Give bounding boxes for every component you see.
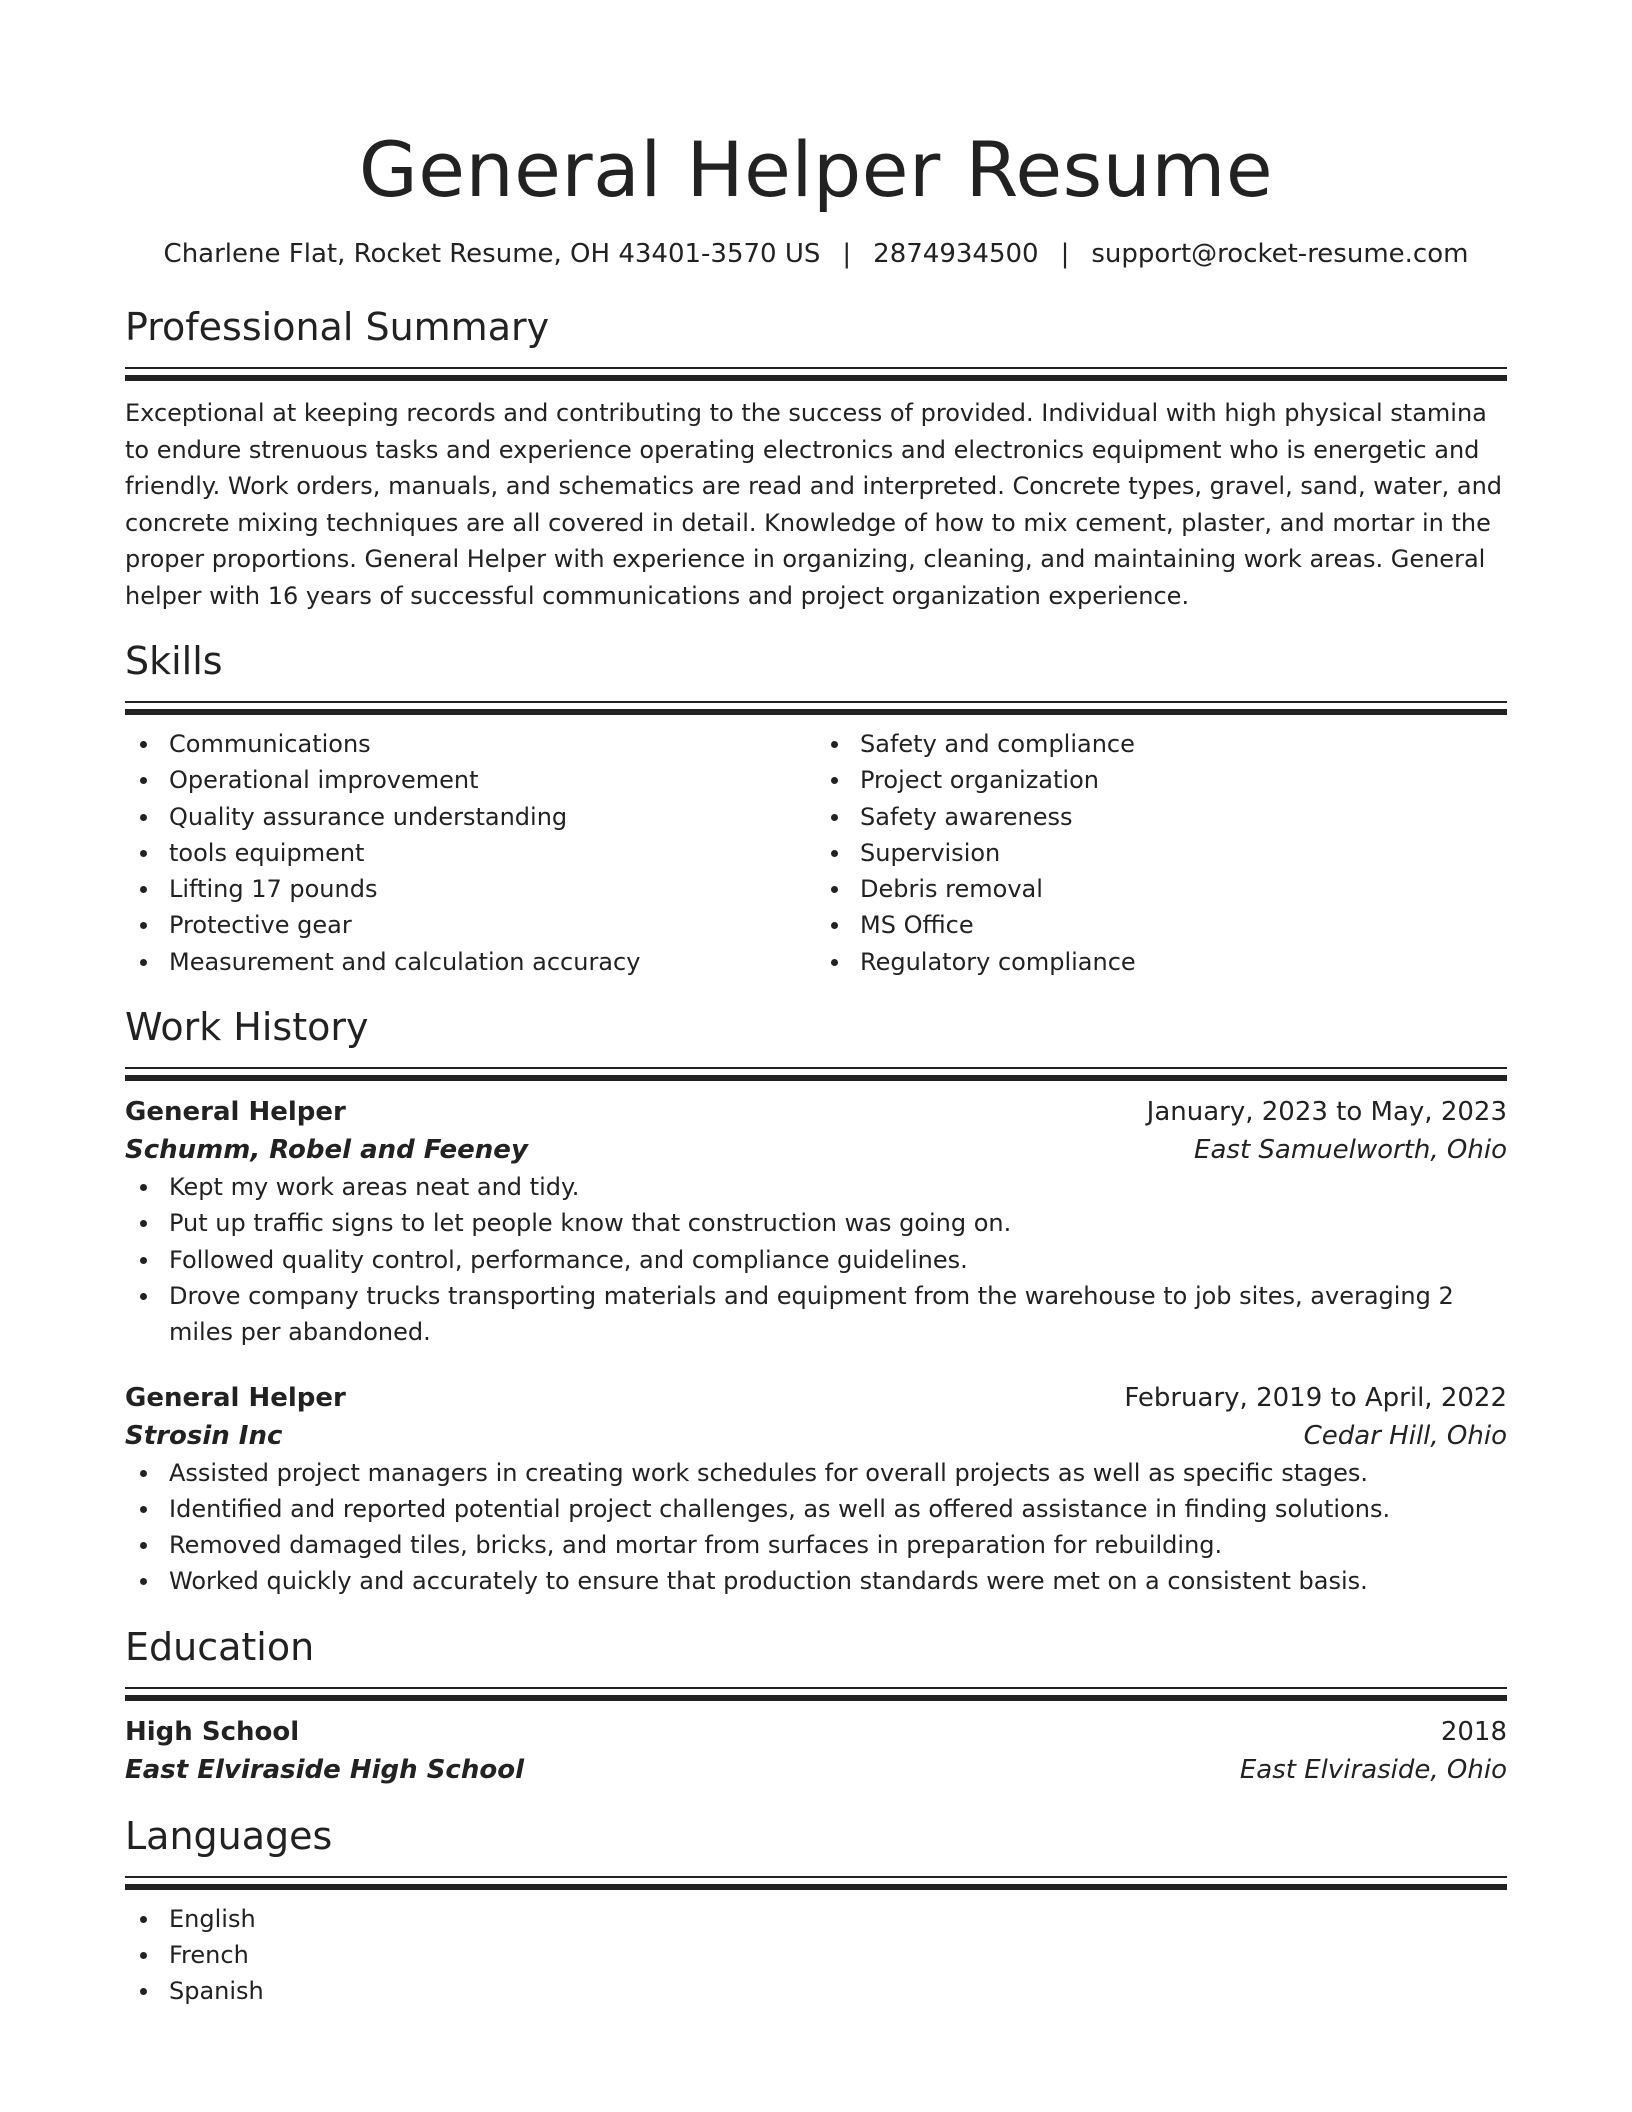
skill-item: Debris removal [816, 871, 1507, 907]
skill-item: Quality assurance understanding [125, 799, 816, 835]
education-entry [125, 1713, 1507, 1789]
job-duty: Put up traffic signs to let people know that construction was going on. [125, 1205, 1507, 1241]
resume-title: General Helper Resume [358, 125, 1274, 214]
skill-item: Safety awareness [816, 799, 1507, 835]
skill-item: Regulatory compliance [816, 944, 1507, 980]
job-location: East Samuelworth, Ohio [1194, 1135, 1507, 1166]
job-location: Cedar Hill, Ohio [1303, 1420, 1507, 1451]
job-dates: February, 2019 to April, 2022 [1124, 1382, 1507, 1413]
language-item: French [125, 1937, 1507, 1973]
job-subheader-row [125, 1131, 1507, 1169]
contact-phone: 2874934500 [873, 239, 1039, 269]
section-divider [125, 1876, 1507, 1884]
summary-section [125, 302, 1507, 614]
job-duty: Assisted project managers in creating work schedules for overall projects as well as specific stages. [125, 1455, 1507, 1491]
skill-item: Communications [125, 726, 816, 762]
job-duties [125, 1455, 1507, 1600]
skills-grid [125, 726, 1507, 980]
section-heading-skills: Skills [125, 639, 223, 683]
languages-section [125, 1811, 1507, 2010]
job-header-row [125, 1379, 1507, 1417]
skills-list-right [816, 726, 1507, 980]
section-heading-languages: Languages [125, 1813, 333, 1858]
education-degree: High School [125, 1716, 300, 1747]
skill-item: Safety and compliance [816, 726, 1507, 762]
contact-line [125, 236, 1507, 272]
job-entry [125, 1379, 1507, 1600]
skills-list-left [125, 726, 816, 980]
job-duty: Followed quality control, performance, and compliance guidelines. [125, 1242, 1507, 1278]
job-duty: Drove company trucks transporting materials and equipment from the warehouse to job sites, averaging 2 miles per abandoned. [125, 1278, 1507, 1351]
section-divider [125, 367, 1507, 375]
skill-item: Project organization [816, 762, 1507, 798]
education-school: East Elviraside High School [125, 1754, 524, 1785]
job-duty: Identified and reported potential project challenges, as well as offered assistance in finding solutions. [125, 1491, 1507, 1527]
contact-address: Charlene Flat, Rocket Resume, OH 43401-3570 US [163, 239, 821, 269]
contact-email: support@rocket-resume.com [1091, 239, 1469, 269]
education-section [125, 1622, 1507, 1789]
skill-item: Protective gear [125, 907, 816, 943]
job-duty: Removed damaged tiles, bricks, and mortar from surfaces in preparation for rebuilding. [125, 1527, 1507, 1563]
skill-item: Lifting 17 pounds [125, 871, 816, 907]
skill-item: Measurement and calculation accuracy [125, 944, 816, 980]
skill-item: Supervision [816, 835, 1507, 871]
summary-text: Exceptional at keeping records and contributing to the success of provided. Individual with high physical stamina to endure strenuous tasks and experience operating electronics and electronics equipment who is energetic and friendly. Work orders, manuals, and schematics are read and interpreted. Concrete types, gravel, sand, water, and concrete mixing techniques are all covered in detail. Knowledge of how to mix cement, plaster, and mortar in the proper proportions. General Helper with experience in organizing, cleaning, and maintaining work areas. General helper with 16 years of successful communications and project organization experience. [125, 399, 1503, 610]
language-item: English [125, 1901, 1507, 1937]
section-divider [125, 1687, 1507, 1695]
job-company: Schumm, Robel and Feeney [125, 1135, 528, 1166]
job-duties [125, 1169, 1507, 1350]
contact-separator: | [842, 239, 852, 269]
section-divider [125, 701, 1507, 709]
job-duty: Worked quickly and accurately to ensure that production standards were met on a consistent basis. [125, 1563, 1507, 1599]
job-subheader-row [125, 1417, 1507, 1455]
job-title: General Helper [125, 1097, 346, 1128]
education-header-row [125, 1713, 1507, 1751]
language-item: Spanish [125, 1973, 1507, 2009]
job-duty: Kept my work areas neat and tidy. [125, 1169, 1507, 1205]
job-title: General Helper [125, 1382, 346, 1413]
skill-item: tools equipment [125, 835, 816, 871]
contact-separator: | [1060, 239, 1070, 269]
skill-item: Operational improvement [125, 762, 816, 798]
languages-list [125, 1901, 1507, 2010]
skill-item: MS Office [816, 907, 1507, 943]
job-company: Strosin Inc [125, 1420, 283, 1451]
education-location: East Elviraside, Ohio [1239, 1754, 1507, 1785]
section-divider [125, 1067, 1507, 1075]
job-dates: January, 2023 to May, 2023 [1146, 1097, 1507, 1128]
section-heading-work-history: Work History [125, 1005, 369, 1050]
section-heading-summary: Professional Summary [125, 305, 550, 349]
skills-section [125, 636, 1507, 980]
section-heading-education: Education [125, 1624, 315, 1669]
education-year: 2018 [1440, 1716, 1507, 1747]
job-header-row [125, 1093, 1507, 1131]
job-entry [125, 1093, 1507, 1350]
education-subheader-row [125, 1751, 1507, 1789]
work-history-section [125, 1002, 1507, 1600]
